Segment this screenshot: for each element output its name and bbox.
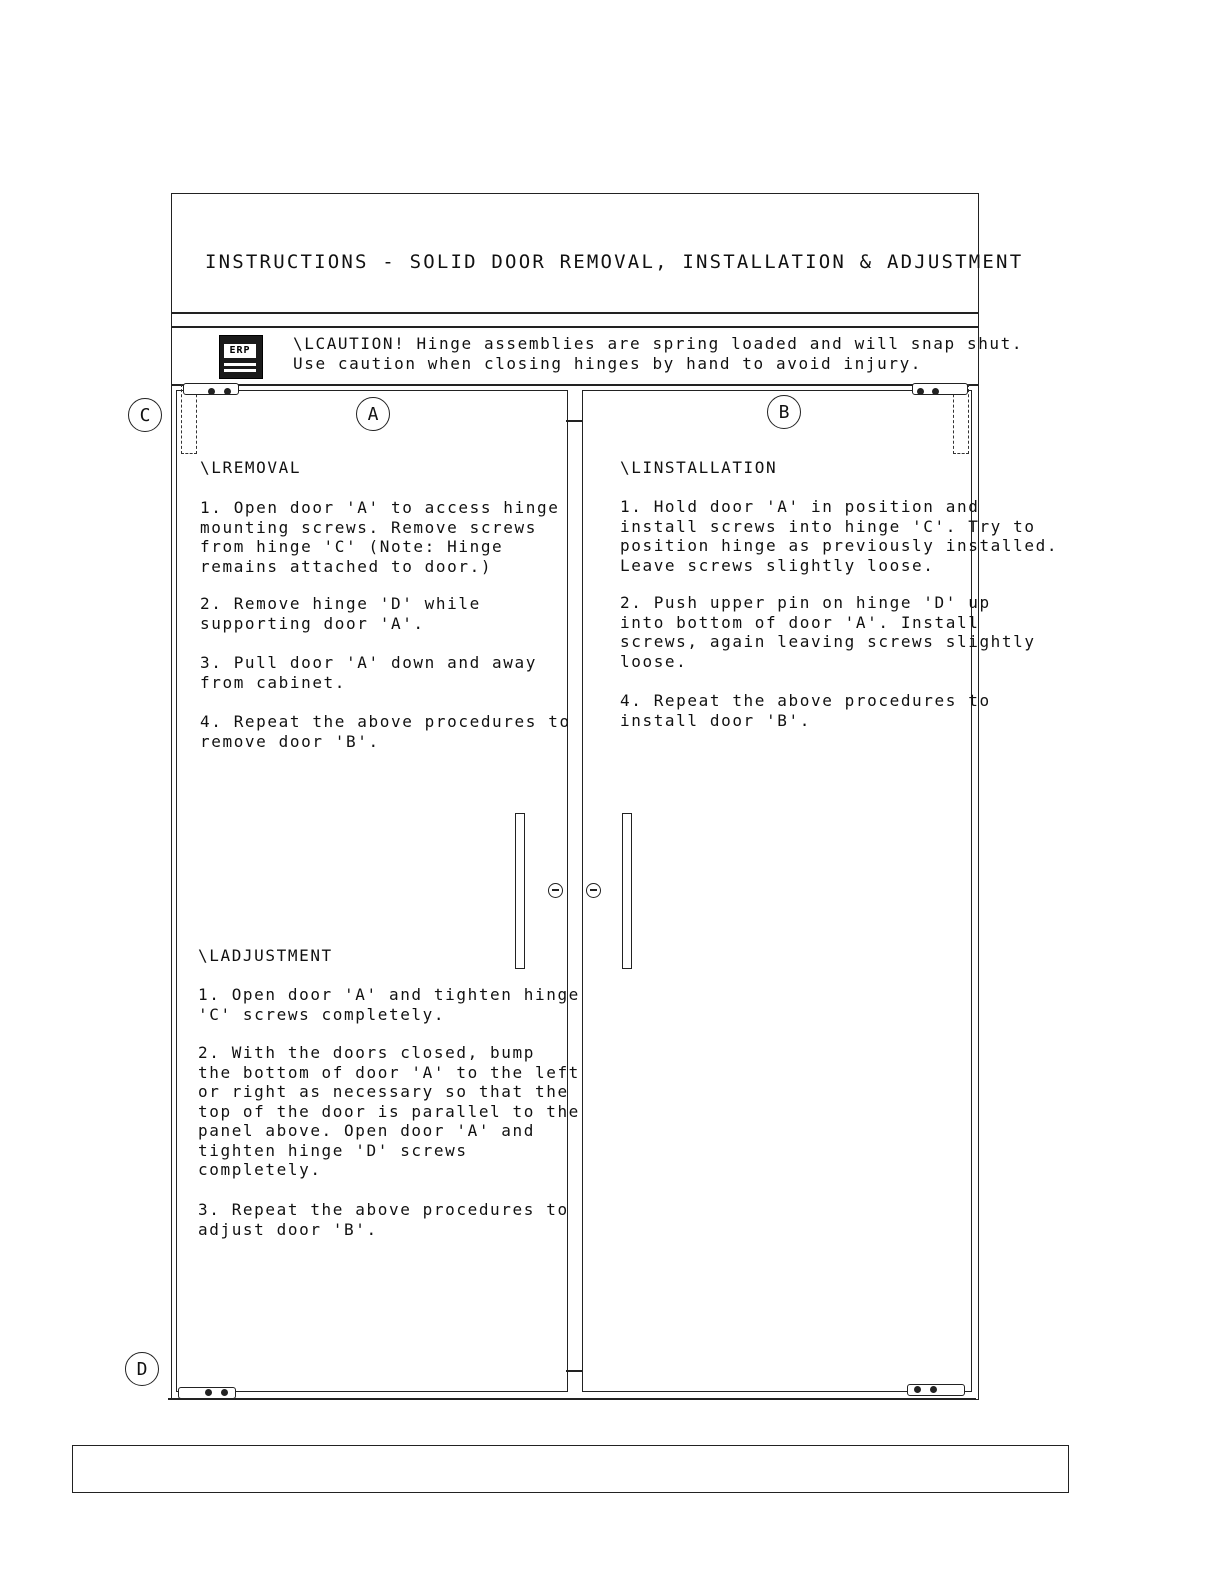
hinge-pin (930, 1386, 937, 1393)
adjustment-step-3: 3. Repeat the above procedures to adjust door 'B'. (198, 1200, 569, 1239)
installation-step-1: 1. Hold door 'A' in position and install screws into hinge 'C'. Try to position hinge as previously installed. Leave screws slightly loose. (620, 497, 1059, 575)
caution-line-2: Use caution when closing hinges by hand to avoid injury. (293, 354, 923, 373)
door-a-lock-icon (548, 883, 563, 898)
door-a-handle (515, 813, 525, 969)
adjustment-step-1: 1. Open door 'A' and tighten hinge 'C' screws completely. (198, 985, 580, 1024)
hinge-pin (224, 388, 231, 395)
page-title: INSTRUCTIONS - SOLID DOOR REMOVAL, INSTALLATION & ADJUSTMENT (205, 251, 1024, 273)
hinge-pin (205, 1389, 212, 1396)
removal-step-1: 1. Open door 'A' to access hinge mounting screws. Remove screws from hinge 'C' (Note: Hinge remains attached to door.) (200, 498, 560, 576)
hinge-pin (932, 388, 939, 395)
cabinet-base (168, 1398, 976, 1400)
removal-heading: \LREMOVAL (200, 458, 302, 477)
removal-step-2: 2. Remove hinge 'D' while supporting door 'A'. (200, 594, 481, 633)
label-hinge-c: C (128, 398, 162, 432)
footer-box (72, 1445, 1069, 1493)
removal-step-3: 3. Pull door 'A' down and away from cabinet. (200, 653, 537, 692)
label-door-a: A (356, 397, 390, 431)
installation-step-2: 2. Push upper pin on hinge 'D' up into bottom of door 'A'. Install screws, again leaving screws slightly loose. (620, 593, 1036, 671)
hinge-pin (221, 1389, 228, 1396)
door-b-lock-icon (586, 883, 601, 898)
hinge-pin (917, 388, 924, 395)
installation-heading: \LINSTALLATION (620, 458, 778, 477)
mullion-top (566, 420, 582, 422)
label-door-b: B (767, 395, 801, 429)
warning-icon: ERP (219, 335, 263, 379)
removal-step-4: 4. Repeat the above procedures to remove door 'B'. (200, 712, 571, 751)
caution-line-1: \LCAUTION! Hinge assemblies are spring loaded and will snap shut. (293, 334, 1024, 353)
adjustment-heading: \LADJUSTMENT (198, 946, 333, 965)
mullion-bottom (566, 1370, 582, 1372)
hinge-pin (208, 388, 215, 395)
adjustment-step-2: 2. With the doors closed, bump the bottom of door 'A' to the left or right as necessary so that the top of the door is parallel to the panel above. Open door 'A' and tighten hinge 'D' screws completely. (198, 1043, 580, 1179)
door-b-handle (622, 813, 632, 969)
label-hinge-d: D (125, 1352, 159, 1386)
hinge-pin (914, 1386, 921, 1393)
installation-step-4: 4. Repeat the above procedures to install door 'B'. (620, 691, 991, 730)
door-top-rail (171, 384, 978, 386)
header-divider-top (171, 312, 978, 314)
header-divider-bottom (171, 326, 978, 328)
